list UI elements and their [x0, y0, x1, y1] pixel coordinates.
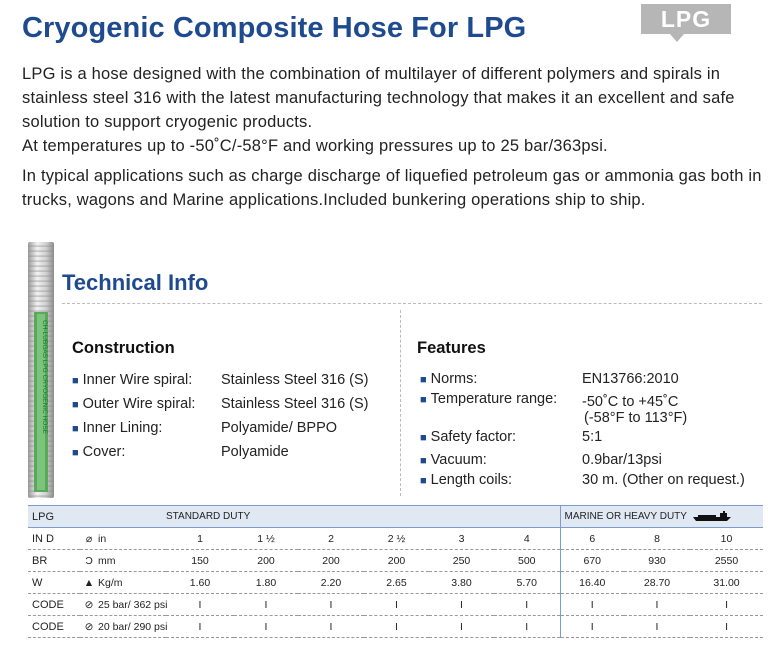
- ship-icon: [692, 511, 732, 522]
- specification-table: [28, 505, 763, 638]
- table-cell: I: [494, 594, 560, 616]
- feature-item: ■ Length coils:: [420, 472, 513, 488]
- feature-value: 0.9bar/13psi: [582, 452, 662, 468]
- bullet-icon: ■: [72, 423, 79, 435]
- row-label: CODE: [28, 616, 80, 638]
- feature-value: 30 m. (Other on request.): [582, 472, 745, 488]
- standard-duty-header: STANDARD DUTY: [166, 506, 560, 528]
- table-cell: 28.70: [624, 572, 690, 594]
- table-row: [28, 528, 763, 550]
- row-unit: ⊘ 25 bar/ 362 psi: [80, 594, 166, 616]
- table-cell: 2.20: [298, 572, 364, 594]
- table-header-row: [28, 506, 763, 528]
- table-row: [28, 616, 763, 638]
- table-cell: I: [494, 616, 560, 638]
- table-cell: 150: [166, 550, 234, 572]
- weight-icon: ▲: [83, 576, 95, 589]
- table-cell: I: [364, 594, 429, 616]
- table-cell: 3: [429, 528, 494, 550]
- table-cell: 2: [298, 528, 364, 550]
- diameter-icon: ⌀: [85, 532, 93, 545]
- row-label: IN D: [28, 528, 80, 550]
- bullet-icon: ■: [72, 399, 79, 411]
- intro-paragraph-1: LPG is a hose designed with the combination of multilayer of different polymers and spirals in stainless steel 316 with the latest manufacturing technology that makes it an excellent and safe solution to support cryogenic products.: [22, 65, 735, 131]
- page-title: Cryogenic Composite Hose For LPG: [22, 12, 527, 44]
- row-unit: ▲ Kg/m: [80, 572, 166, 594]
- table-row: [28, 572, 763, 594]
- intro-paragraph-2: At temperatures up to -50˚C/-58°F and working pressures up to 25 bar/363psi.: [22, 137, 608, 155]
- row-label: BR: [28, 550, 80, 572]
- feature-value: -50˚C to +45˚C: [582, 394, 679, 410]
- table-cell: 200: [298, 550, 364, 572]
- table-row: [28, 550, 763, 572]
- table-cell: 1.60: [166, 572, 234, 594]
- bullet-icon: ■: [420, 475, 427, 487]
- table-cell: 2550: [690, 550, 763, 572]
- table-cell: 2 ½: [364, 528, 429, 550]
- table-row: [28, 594, 763, 616]
- feature-item: ■ Temperature range:: [420, 391, 558, 407]
- table-cell: I: [166, 616, 234, 638]
- table-cell: 670: [560, 550, 624, 572]
- table-cell: 31.00: [690, 572, 763, 594]
- section-divider: [62, 303, 762, 304]
- construction-value: Polyamide: [221, 444, 289, 460]
- table-cell: 500: [494, 550, 560, 572]
- hose-label: CH-LUBGAS LPG CRYOGENIC HOSE: [41, 320, 48, 435]
- bullet-icon: ■: [420, 374, 427, 386]
- table-cell: 3.80: [429, 572, 494, 594]
- table-cell: 4: [494, 528, 560, 550]
- table-cell: I: [429, 594, 494, 616]
- table-cell: 250: [429, 550, 494, 572]
- row-label: W: [28, 572, 80, 594]
- construction-item: ■ Outer Wire spiral:: [72, 396, 196, 412]
- table-cell: 5.70: [494, 572, 560, 594]
- table-cell: I: [364, 616, 429, 638]
- construction-value: Polyamide/ BPPO: [221, 420, 338, 436]
- table-cell: 200: [364, 550, 429, 572]
- feature-item: ■ Vacuum:: [420, 452, 487, 468]
- table-cell: I: [429, 616, 494, 638]
- table-cell: I: [560, 594, 624, 616]
- intro-text: [22, 62, 762, 218]
- table-cell: 1.80: [234, 572, 298, 594]
- construction-item: ■ Inner Wire spiral:: [72, 372, 193, 388]
- bullet-icon: ■: [420, 455, 427, 467]
- table-cell: I: [690, 594, 763, 616]
- table-cell: I: [560, 616, 624, 638]
- construction-value: Stainless Steel 316 (S): [221, 372, 369, 388]
- table-cell: 10: [690, 528, 763, 550]
- table-cell: I: [234, 594, 298, 616]
- pressure-gauge-icon: ⊘: [84, 598, 94, 611]
- row-unit: Ɔ mm: [80, 550, 166, 572]
- table-cell: I: [166, 594, 234, 616]
- table-cell: I: [624, 616, 690, 638]
- table-cell: 930: [624, 550, 690, 572]
- lpg-tag: LPG: [641, 4, 731, 34]
- marine-duty-header: MARINE OR HEAVY DUTY: [560, 506, 763, 528]
- construction-item: ■ Cover:: [72, 444, 126, 460]
- row-unit: ⌀ in: [80, 528, 166, 550]
- construction-title: Construction: [72, 339, 175, 357]
- table-cell: 2.65: [364, 572, 429, 594]
- table-cell: 1: [166, 528, 234, 550]
- feature-value: 5:1: [582, 429, 603, 445]
- table-cell: I: [298, 616, 364, 638]
- feature-item: ■ Safety factor:: [420, 429, 517, 445]
- table-cell: I: [234, 616, 298, 638]
- table-cell: I: [298, 594, 364, 616]
- table-cell: 16.40: [560, 572, 624, 594]
- table-cell: 6: [560, 528, 624, 550]
- features-title: Features: [417, 339, 486, 357]
- pressure-gauge-icon: ⊘: [84, 620, 94, 633]
- table-cell: 200: [234, 550, 298, 572]
- intro-paragraph-3: In typical applications such as charge discharge of liquefied petroleum gas or ammonia gas both in trucks, wagons and Marine applications.Included bunkering operations ship to ship.: [22, 167, 762, 209]
- feature-value: EN13766:2010: [582, 371, 679, 387]
- hose-image: [28, 242, 54, 498]
- feature-value-secondary: (-58°F to 113°F): [584, 410, 688, 426]
- bullet-icon: ■: [72, 447, 79, 459]
- construction-item: ■ Inner Lining:: [72, 420, 163, 436]
- bullet-icon: ■: [420, 394, 427, 406]
- row-unit: ⊘ 20 bar/ 290 psi: [80, 616, 166, 638]
- table-cell: I: [690, 616, 763, 638]
- lpg-tag-tail: [670, 34, 684, 42]
- row-label: CODE: [28, 594, 80, 616]
- bend-radius-icon: Ɔ: [85, 554, 93, 567]
- table-cell: 1 ½: [234, 528, 298, 550]
- table-cell: I: [624, 594, 690, 616]
- technical-info-title: Technical Info: [62, 270, 209, 295]
- bullet-icon: ■: [420, 432, 427, 444]
- feature-item: ■ Norms:: [420, 371, 478, 387]
- table-cell: 8: [624, 528, 690, 550]
- construction-value: Stainless Steel 316 (S): [221, 396, 369, 412]
- table-header-label: LPG: [28, 506, 80, 528]
- column-divider: [400, 310, 401, 496]
- bullet-icon: ■: [72, 375, 79, 387]
